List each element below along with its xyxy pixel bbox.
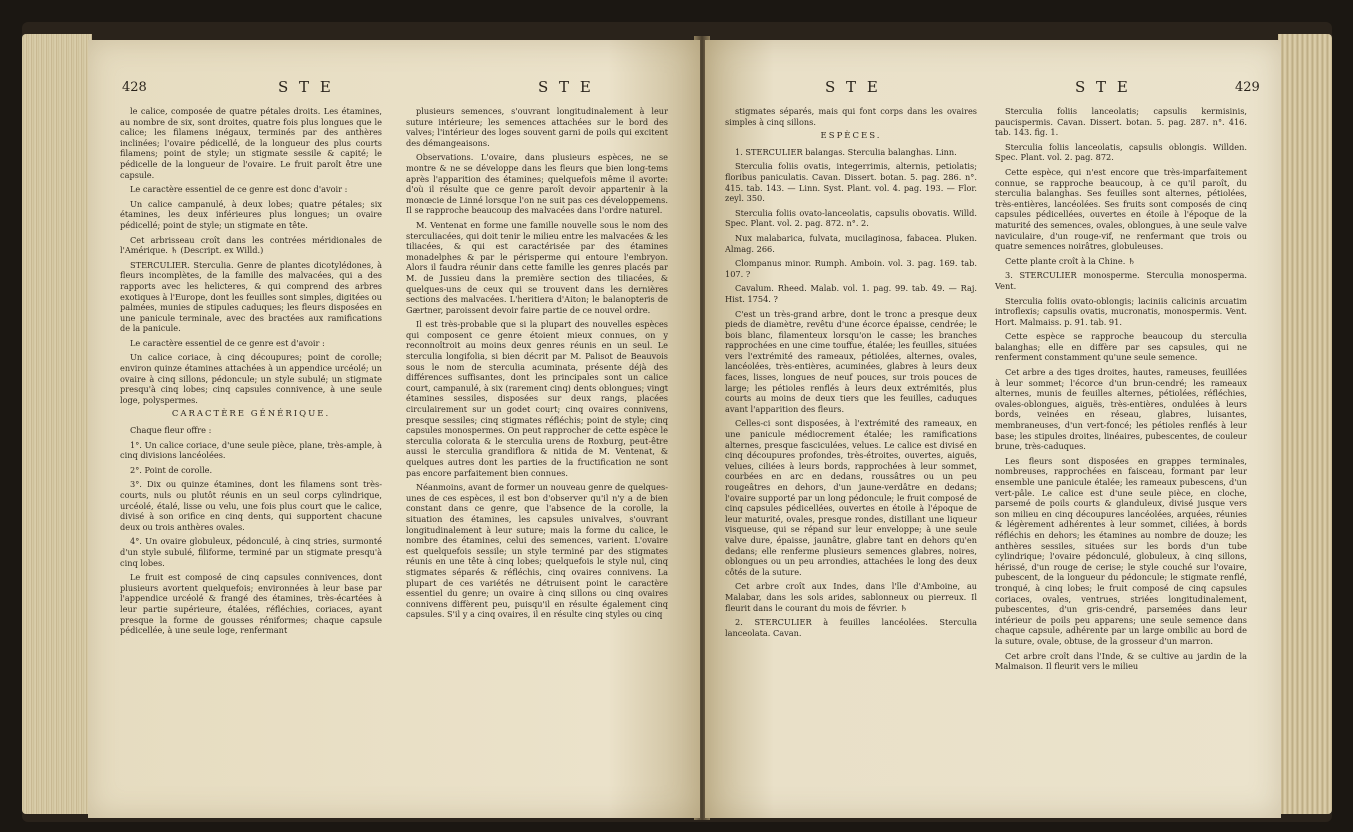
paragraph: 3. STERCULIER monosperme. Sterculia monosperma. Vent. — [995, 270, 1247, 291]
right-page-column-2 — [995, 106, 1247, 676]
paragraph: 2°. Point de corolle. — [130, 464, 213, 475]
page-edges-left — [22, 34, 92, 814]
section-heading: CARACTÈRE GÉNÉRIQUE. — [171, 409, 331, 420]
paragraph: plusieurs semences, s'ouvrant longitudinalement à leur suture intérieure; les semences attachées sur le bord des valves; l'intérieur des loges souvent garni de poils qui excitent des démangeaisons. — [406, 106, 668, 148]
paragraph: Cet arbrisseau croît dans les contrées méridionales de l'Amérique. ♄ (Descript. ex Willd.) — [120, 234, 382, 256]
paragraph: Cet arbre croît aux Indes, dans l'île d'Amboine, au Malabar, dans les sols arides, sablonneux ou pierreux. Il fleurit dans le courant du mois de février. ♄ — [725, 581, 977, 613]
paragraph: 3°. Dix ou quinze étamines, dont les filamens sont très-courts, nuls ou plutôt réunis en un seul corps cylindrique, urcéolé, étalé, lisse ou velu, une fois plus court que le calice, divisé à son orifice en cinq dents, qui supportent chacune deux ou trois anthères ovales. — [120, 479, 382, 532]
paragraph: Néanmoins, avant de former un nouveau genre de quelques-unes de ces espèces, il est bon d'observer qu'il n'y a de bien constant dans ce genre, que l'absence de la corolle, la situation des étamines, les capsules univalves, s'ouvrant longitudinalement à leur suture; mais la forme du calice, le nombre des étamines, celui des semences, varient. L'ovaire est quelquefois sessile; un style terminé par des stigmates réunis en une tête à cinq lobes; quelquefois le style nul, cinq stigmates séparés & réfléchis, cinq ovaires connivens. La plupart de ces variétés ne détruisent point le caractère essentiel du genre; un ovaire à cinq sillons ou cinq ovaires connivens diffèrent peu, puisqu'il en résulte également cinq capsules. S'il y a cinq ovaires, il en résulte cinq styles ou cinq — [406, 482, 668, 620]
paragraph: le calice, composée de quatre pétales droits. Les étamines, au nombre de six, sont droites, quatre fois plus longues que le calice; les filamens inégaux, terminés par des anthères inclinées; l'ovaire pédicellé, de la longueur des plus courts filamens; point de style; un stigmate sessile & capité; le pédicelle de la longueur de l'ovaire. Le fruit paroît être une capsule. — [120, 106, 382, 180]
paragraph: 1°. Un calice coriace, d'une seule pièce, plane, très-ample, à cinq divisions lancéolées. — [120, 439, 382, 461]
running-head-left-2: S T E — [538, 78, 594, 96]
paragraph: Il est très-probable que si la plupart des nouvelles espèces qui composent ce genre étoient mieux connues, on y reconnoîtroit au moins deux genres réunis en un seul. Le sterculia longifolia, si bien décrit par M. Palisot de Beauvois sous le nom de sterculia acuminata, présente déjà des différences suffisantes, dont les principales sont un calice court, campanulé, à six (rarement cinq) dents oblongues; vingt étamines sessiles, disposées sur deux rangs, placées circulairement sur un godet court; cinq ovaires connivens, presque sessiles; cinq stigmates réfléchis; point de style; cinq capsules monospermes. On peut rapprocher de cette espèce le sterculia colorata & le sterculia urens de Roxburg, peut-être aussi le sterculia grandiflora & nitida de M. Ventenat, & quelques autres dont les parties de la fructification ne sont pas encore parfaitement bien connues. — [406, 319, 668, 478]
left-page-column-1 — [120, 106, 382, 640]
paragraph: 2. STERCULIER à feuilles lancéolées. Sterculia lanceolata. Cavan. — [725, 617, 977, 638]
paragraph: Nux malabarica, fulvata, mucilaginosa, fabacea. Pluken. Almag. 266. — [725, 232, 977, 254]
paragraph: Cette plante croît à la Chine. ♄ — [1005, 255, 1136, 266]
paragraph: STERCULIER. Sterculia. Genre de plantes dicotylédones, à fleurs incomplètes, de la famille des malvacées, qui a des rapports avec les helicteres, & qui comprend des arbres exotiques à l'Europe, dont les feuilles sont simples, digitées ou palmées, munies de stipules caduques; les fleurs disposées en une panicule terminale, avec des bractées aux ramifications de la panicule. — [120, 259, 382, 334]
paragraph: Celles-ci sont disposées, à l'extrémité des rameaux, en une panicule médiocrement étalée; les ramifications alternes, presque fasciculées, velues. Le calice est divisé en cinq découpures profondes, très-étroites, ouvertes, aiguës, velues, ciliées à leurs bords, rapprochées à leur sommet, courbées en arc en dedans, roussâtres ou un peu rougeâtres en dehors, d'un jaune-verdâtre en dedans; l'ovaire supporté par un long pédoncule; le fruit composé de cinq capsules pédicellées, ouvertes en étoile à l'époque de leur maturité, ovales, presque rondes, distillant une liqueur visqueuse, qui se répand sur leur enveloppe; à une seule valve dure, épaisse, jaunâtre, glabre tant en dehors qu'en dedans; elle renferme plusieurs semences glabres, noires, oblongues ou un peu arrondies, attachées le long des deux côtés de la suture. — [725, 418, 977, 577]
page-number-left: 428 — [122, 80, 147, 95]
paragraph: C'est un très-grand arbre, dont le tronc a presque deux pieds de diamètre, revêtu d'une écorce épaisse, cendrée; le bois blanc, filamenteux lorsqu'on le casse; les branches rapprochées en une cime touffue, étalée; les feuilles, situées vers l'extrémité des rameaux, pétiolées, alternes, ovales, lancéolées, très-entières, acuminées, glabres à leurs deux faces, lisses, longues de neuf pouces, sur trois pouces de large; les pétioles renflés à leurs deux extrémités, plus courts au moins de deux tiers que les feuilles, caduques avant l'apparition des fleurs. — [725, 308, 977, 414]
paragraph: Sterculia foliis lanceolatis, capsulis oblongis. Willden. Spec. Plant. vol. 2. pag. 872. — [995, 141, 1247, 163]
paragraph: Les fleurs sont disposées en grappes terminales, nombreuses, rapprochées en faisceau, formant par leur ensemble une panicule étalée; les rameaux pubescens, d'un vert-pâle. Le calice est d'une seule pièce, en cloche, parsemé de poils courts & glanduleux, divisé jusque vers son milieu en cinq découpures lancéolées, arquées, réunies & légèrement adhérentes à leur sommet, ciliées, à bords réfléchis en dehors; les étamines au nombre de douze; les anthères sessiles, situées sur les bords d'un tube cylindrique; l'ovaire pédonculé, globuleux, à cinq sillons, hérissé, d'un rouge de cerise; le style couché sur l'ovaire, pubescent, de la longueur du pédoncule; le stigmate renflé, tronqué, à cinq lobes; le fruit composé de cinq capsules coriaces, ovales, ventrues, striées longitudinalement, pubescentes, d'un gris-cendré, parsemées dans leur intérieur de poils peu apparens; une seule semence dans chaque capsule, adhérente par un large ombilic au bord de la suture, ovale, obtuse, de la grosseur d'un marron. — [995, 455, 1247, 646]
right-page — [705, 40, 1281, 818]
left-page — [88, 40, 700, 818]
paragraph: Cet arbre a des tiges droites, hautes, rameuses, feuillées à leur sommet; l'écorce d'un brun-cendré; les rameaux alternes, munis de feuilles alternes, pétiolées, réfléchies, ovales-oblongues, aiguës, très-entières, ondulées à leurs bords, veinées en réseau, glabres, luisantes, membraneuses, d'un vert-foncé; les pétioles renflés à leur base; les stipules droites, linéaires, pubescentes, de couleur brune, très-caduques. — [995, 367, 1247, 452]
paragraph: M. Ventenat en forme une famille nouvelle sous le nom des sterculiacées, qui doit tenir le milieu entre les malvacées & les tiliacées, & qui est caractérisée par des étamines monadelphes & par le périsperme qui entoure l'embryon. Alors il faudra réunir dans cette famille les genres placés par M. de Jussieu dans la première section des tiliacées, & quelques-uns de ceux qui se trouvent dans les dernières sections des malvacées. L'heritiera d'Aiton; le balanopteris de Gærtner, paroissent devoir faire partie de ce nouvel ordre. — [406, 219, 668, 315]
paragraph: Sterculia foliis lanceolatis; capsulis kermisinis, paucispermis. Cavan. Dissert. botan. 5. pag. 287. n°. 416. tab. 143. fig. 1. — [995, 106, 1247, 138]
paragraph: Cette espèce, qui n'est encore que très-imparfaitement connue, se rapproche beaucoup, à ce qu'il paroît, du sterculia balanghas. Ses feuilles sont alternes, pétiolées, très-entières, lancéolées. Ses fruits sont composés de cinq capsules pédicellées, ouvertes en étoile à l'époque de la maturité des semences, ovales, oblongues, à une seule valve naviculaire, d'un rouge-vif, ne renfermant que trois ou quatre semences noirâtres, globuleuses. — [995, 166, 1247, 252]
paragraph: Cet arbre croît dans l'Inde, & se cultive au jardin de la Malmaison. Il fleurit vers le milieu — [995, 650, 1247, 672]
paragraph: Chaque fleur offre : — [130, 425, 212, 436]
paragraph: 1. STERCULIER balangas. Sterculia balanghas. Linn. — [735, 146, 957, 157]
running-head-left-1: S T E — [278, 78, 334, 96]
paragraph: Sterculia foliis ovatis, integerrimis, alternis, petiolatis; floribus paniculatis. Cavan. Dissert. botan. 5. pag. 286. n°. 415. tab. 143. — Linn. Syst. Plant. vol. 4. pag. 193. — Flor. zeyl. 350. — [725, 161, 977, 204]
paragraph: Sterculia foliis ovato-oblongis; laciniis calicinis arcuatim introflexis; capsulis ovatis, mucronatis, monospermis. Vent. Hort. Malmaiss. p. 91. tab. 91. — [995, 295, 1247, 327]
paragraph: Le caractère essentiel de ce genre est d'avoir : — [130, 337, 325, 348]
section-heading: ESPÈCES. — [820, 131, 882, 142]
paragraph: 4°. Un ovaire globuleux, pédonculé, à cinq stries, surmonté d'un style subulé, filiforme, terminé par un stigmate presqu'à cinq lobes. — [120, 536, 382, 568]
page-edges-right — [1278, 34, 1332, 814]
paragraph: Un calice coriace, à cinq découpures; point de corolle; environ quinze étamines attachées à un appendice urcéolé; un ovaire à cinq sillons, pédoncule; un style subulé; un stigmate presqu'à cinq lobes; cinq capsules connivence, à une seule loge, polyspermes. — [120, 352, 382, 405]
running-head-right-2: S T E — [1075, 78, 1131, 96]
right-page-column-1 — [725, 106, 977, 642]
paragraph: Clompanus minor. Rumph. Amboin. vol. 3. pag. 169. tab. 107. ? — [725, 258, 977, 279]
paragraph: Le caractère essentiel de ce genre est donc d'avoir : — [130, 184, 348, 195]
paragraph: Observations. L'ovaire, dans plusieurs espèces, ne se montre & ne se développe dans les fleurs que bien long-tems après l'apparition des étamines; quelquefois même il avorte: d'où il résulte que ce genre paroît devoir appartenir à la monœcie de Linné lorsque l'on ne suit pas ces développemens. Il se rapproche beaucoup des malvacées dans l'ordre naturel. — [406, 152, 668, 216]
paragraph: Sterculia foliis ovato-lanceolatis, capsulis obovatis. Willd. Spec. Plant. vol. 2. pag. 872. n°. 2. — [725, 207, 977, 229]
page-number-right: 429 — [1235, 80, 1260, 95]
left-page-column-2 — [406, 106, 668, 624]
paragraph: stigmates séparés, mais qui font corps dans les ovaires simples à cinq sillons. — [725, 106, 977, 127]
paragraph: Cavalum. Rheed. Malab. vol. 1. pag. 99. tab. 49. — Raj. Hist. 1754. ? — [725, 283, 977, 304]
running-head-right-1: S T E — [825, 78, 881, 96]
paragraph: Cette espèce se rapproche beaucoup du sterculia balanghas; elle en diffère par ses capsules, qui ne renferment constamment qu'une seule semence. — [995, 331, 1247, 363]
open-book — [22, 22, 1332, 822]
paragraph: Le fruit est composé de cinq capsules connivences, dont plusieurs avortent quelquefois; environnées à leur base par l'appendice urcéolé & frangé des étamines, très-écartées à leur partie supérieure, étalées, réfléchies, coriaces, ayant presque la forme de gousses réniformes; chaque capsule pédicellée, à une seule loge, renfermant — [120, 572, 382, 636]
paragraph: Un calice campanulé, à deux lobes; quatre pétales; six étamines, les deux inférieures plus longues; un ovaire pédicellé; point de style; un stigmate en tête. — [120, 198, 382, 230]
